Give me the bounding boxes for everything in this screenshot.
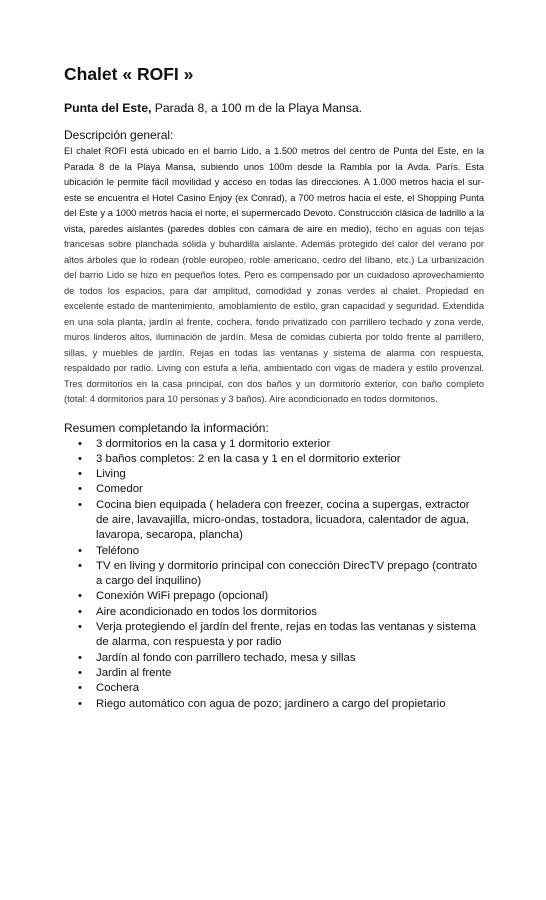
bullet-icon: • <box>78 559 82 572</box>
location-detail: Parada 8, a 100 m de la Playa Mansa. <box>151 101 363 115</box>
list-item <box>64 697 484 712</box>
list-item-text: Conexión WiFi prepago (opcional) <box>96 590 269 603</box>
bullet-icon: • <box>78 590 82 603</box>
description-heading: Descripción general: <box>64 128 174 142</box>
list-item <box>64 452 484 467</box>
list-item-text: Living <box>96 468 126 481</box>
list-item <box>64 605 484 620</box>
list-item <box>64 498 484 544</box>
description-paragraph <box>64 144 484 408</box>
list-item-text: Cocina bien equipada ( heladera con freezer, cocina a supergas, extractor de aire, lavavajilla, micro-ondas, tostadora, licuadora, calentador de agua, lavaropa, secaropa, plancha) <box>96 498 470 542</box>
list-item-text: Verja protegiendo el jardín del frente, rejas en todas las ventanas y sistema de alarma, con respuesta y por radio <box>96 621 476 649</box>
list-item-text: Jardin al frente <box>96 666 172 679</box>
bullet-icon: • <box>78 452 82 465</box>
list-item-text: 3 dormitorios en la casa y 1 dormitorio exterior <box>96 437 331 450</box>
list-item <box>64 620 484 651</box>
list-item <box>64 437 484 452</box>
description-part-2: techo en aguas con tejas francesas sobre planchada sólida y buhardilla aislante. Además protegido del calor del verano por altos árboles que lo rodean (roble europeo, roble americano, cedro del líbano, etc.) La urbanización del barrio Lido se hizo en pequeños lotes. Pero es compensado por un cuidadoso aprovechamiento de todos los espacios, para dar amplitud, comodidad y zonas verdes al chalet. Propiedad en excelente estado de mantenimiento, amoblamiento de estilo, gran capacidad y seguridad. Extendida en una sola planta, jardín al frente, cochera, fondo privatizado con parrillero techado y zona verde, muros linderos altos, iluminación de jardín. Mesa de comidas cubierta por toldo frente al parrillero, sillas, y muebles de jardín. Rejas en todas las ventanas y sistema de alarma con respuesta, respaldado por radio. Living con estufa a leña, ambientado con vigas de madera y estilo provenzal. Tres dormitorios en la casa principal, con dos baños y un dormitorio exterior, con baño completo (total: 4 dormitorios para 10 personas y 3 baños). Aire acondicionado en todos dormitorios. <box>64 223 484 404</box>
summary-heading: Resumen completando la información: <box>64 420 269 435</box>
list-item <box>64 681 484 696</box>
list-item-text: Teléfono <box>96 544 140 557</box>
list-item-text: 3 baños completos: 2 en la casa y 1 en el dormitorio exterior <box>96 452 401 465</box>
bullet-icon: • <box>78 544 82 557</box>
list-item <box>64 544 484 559</box>
list-item-text: Riego automático con agua de pozo; jardinero a cargo del propietario <box>96 697 446 710</box>
list-item-text: TV en living y dormitorio principal con conección DirecTV prepago (contrato a cargo del inquilino) <box>96 559 478 588</box>
list-item-text: Comedor <box>96 483 143 496</box>
list-item-text: Aire acondicionado en todos los dormitorios <box>96 605 317 618</box>
bullet-icon: • <box>78 682 82 695</box>
bullet-icon: • <box>78 697 82 710</box>
bullet-icon: • <box>78 498 82 511</box>
bullet-icon: • <box>78 651 82 664</box>
document-title: Chalet « ROFI » <box>64 64 194 84</box>
list-item <box>64 482 484 497</box>
bullet-icon: • <box>78 483 82 496</box>
document-page <box>64 62 484 712</box>
list-item <box>64 559 484 590</box>
list-item-text: Jardín al fondo con parrillero techado, mesa y sillas <box>96 651 356 664</box>
description-part-1: El chalet ROFI está ubicado en el barrio Lido, a 1.500 metros del centro de Punta del Este, en la Parada 8 de la Playa Mansa, subiendo unos 100m desde la Rambla por la Avda. París. Esta ubicación le permite fácil movilidad y acceso en todas las direcciones. A 1.000 metros hacia el sur-este se encuentra el Hotel Casino Enjoy (ex Conrad), a 700 metros hacia el este, el Shopping Punta del Este y a 1000 metros hacia el norte, el supermercado Devoto. Construcción clásica de ladrillo a la vista, paredes aislantes (paredes dobles con cámara de aire en medio), <box>64 146 484 234</box>
list-item <box>64 467 484 482</box>
list-item-text: Cochera <box>96 682 140 695</box>
list-item <box>64 589 484 604</box>
bullet-icon: • <box>78 437 82 450</box>
feature-list <box>64 437 484 712</box>
location-city: Punta del Este, <box>64 101 152 115</box>
bullet-icon: • <box>78 621 82 634</box>
bullet-icon: • <box>78 605 82 618</box>
list-item <box>64 666 484 681</box>
location-line <box>64 100 484 116</box>
bullet-icon: • <box>78 468 82 481</box>
list-item <box>64 651 484 666</box>
bullet-icon: • <box>78 666 82 679</box>
